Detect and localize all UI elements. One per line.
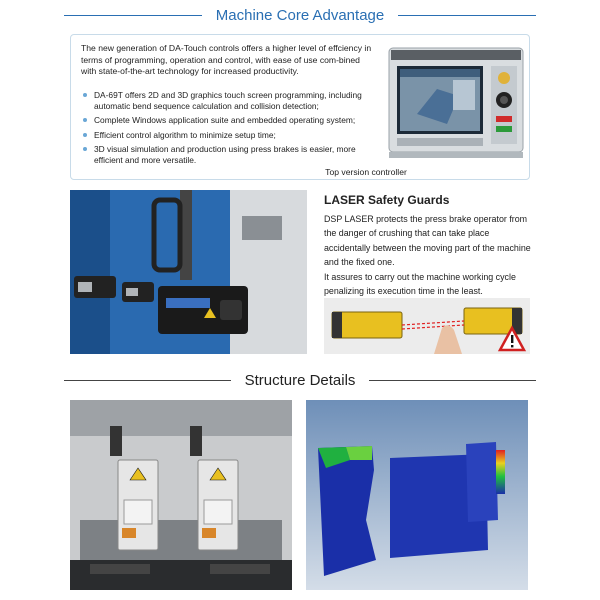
intro-card — [70, 34, 530, 180]
feature-item — [81, 115, 381, 126]
heading-rule-right — [369, 380, 536, 381]
laser-paragraph-1: DSP LASER protects the press brake operator from the danger of crushing that can take place accidentally between the moving part of the machine and the fixed one. — [324, 214, 531, 268]
laser-description — [324, 212, 534, 298]
section-title: Structure Details — [244, 371, 356, 389]
controller-image — [387, 44, 525, 160]
laser-paragraph-2: It assures to carry out the machine working cycle penalizing its execution time in the least. — [324, 271, 516, 297]
controller-caption: Top version controller — [325, 167, 407, 177]
heading-rule-right — [398, 15, 536, 16]
laser-diagram — [324, 298, 530, 354]
bullet-dot-icon — [83, 93, 87, 97]
back-gauge-photo — [70, 400, 292, 590]
laser-guard-photo — [70, 190, 307, 354]
heading-rule-left — [64, 380, 231, 381]
feature-text: 3D visual simulation and production using press brakes is easier, more efficient and more versatile. — [94, 143, 356, 166]
heading-rule-left — [64, 15, 202, 16]
feature-text: DA-69T offers 2D and 3D graphics touch screen programming, including automatic bend sequence calculation and collision detection; — [94, 90, 362, 112]
feature-list — [81, 90, 381, 169]
feature-item — [81, 144, 381, 166]
feature-item — [81, 90, 381, 112]
intro-paragraph: The new generation of DA-Touch controls offers a higher level of effciency in terms of programming, operation and control, with ease of use com-bined with state-of-the-art technology for increased productivity. — [81, 43, 372, 77]
bullet-dot-icon — [83, 118, 87, 122]
feature-text: Efficient control algorithm to minimize setup time; — [94, 129, 276, 140]
feature-item — [81, 130, 381, 141]
section-heading-machine-core — [64, 3, 536, 27]
bullet-dot-icon — [83, 133, 87, 137]
bullet-dot-icon — [83, 147, 87, 151]
feature-text: Complete Windows application suite and embedded operating system; — [94, 115, 356, 126]
fea-analysis-image — [306, 400, 528, 590]
section-title: Machine Core Advantage — [215, 6, 385, 24]
laser-title: LASER Safety Guards — [324, 193, 450, 207]
section-heading-structure — [64, 368, 536, 392]
